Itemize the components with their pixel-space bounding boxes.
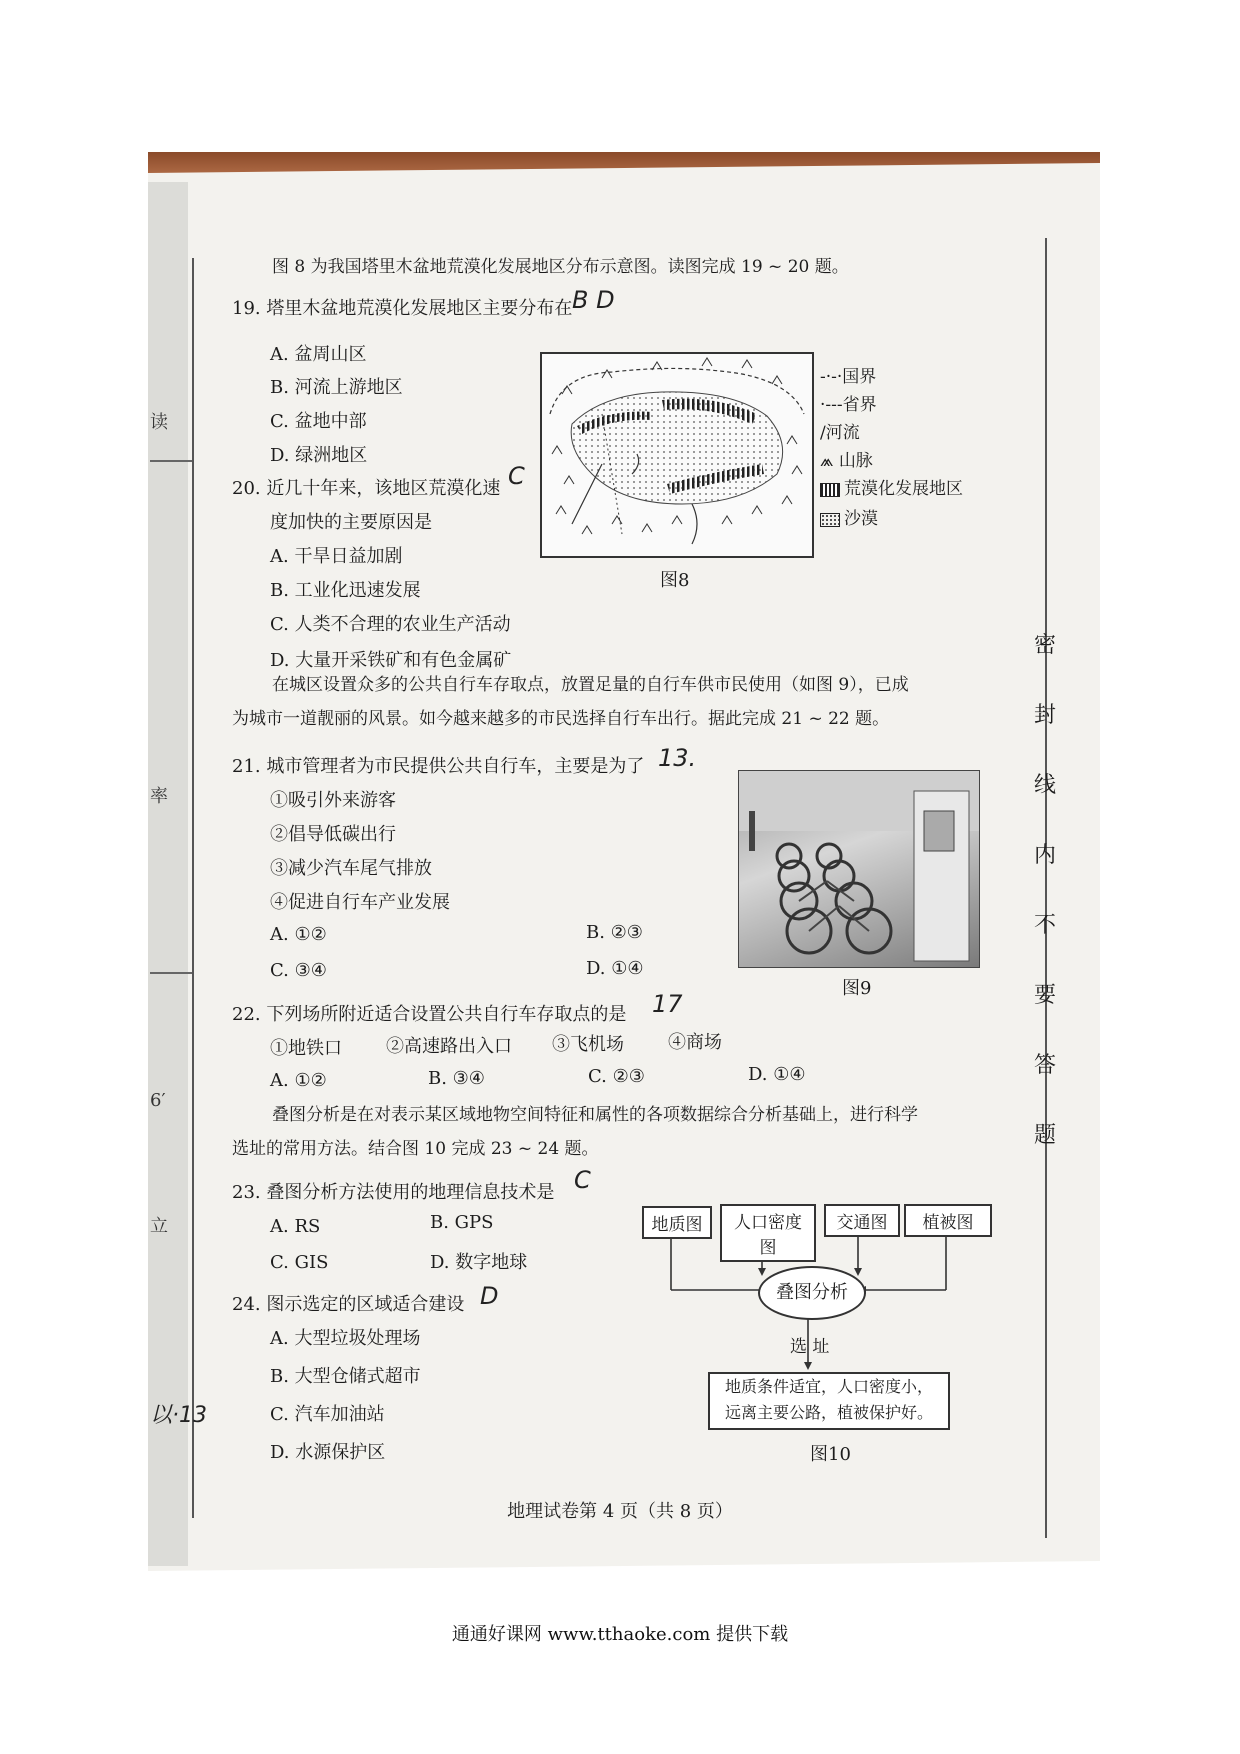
q21-item: ③减少汽车尾气排放 bbox=[270, 858, 432, 879]
q24-handwritten-answer: D bbox=[480, 1282, 499, 1310]
q24-option: A. 大型垃圾处理场 bbox=[270, 1328, 421, 1349]
flow-input-geology-map: 地质图 bbox=[642, 1206, 712, 1239]
dash-dot-icon: -·-· bbox=[820, 367, 843, 387]
seal-char: 封 bbox=[1033, 703, 1056, 728]
q19-option: D. 绿洲地区 bbox=[270, 445, 368, 466]
legend-label: 山脉 bbox=[838, 451, 873, 471]
flow-result-line1: 地质条件适宜，人口密度小， bbox=[724, 1377, 933, 1396]
margin-char: 6′ bbox=[150, 1090, 166, 1111]
mountain-icon: ⩕ bbox=[820, 451, 839, 471]
q23-option: B. GPS bbox=[430, 1212, 494, 1233]
intro-23-24-line1: 叠图分析是在对表示某区域地物空间特征和属性的各项数据综合分析基础上，进行科学 bbox=[272, 1105, 918, 1125]
seal-char: 题 bbox=[1033, 1123, 1056, 1148]
legend-mountain bbox=[820, 446, 873, 471]
figure8-map bbox=[540, 352, 814, 558]
q20-option: C. 人类不合理的农业生产活动 bbox=[270, 614, 511, 635]
dash-icon: ·--- bbox=[820, 395, 843, 415]
flow-input-traffic-map: 交通图 bbox=[824, 1204, 900, 1237]
seal-char: 密 bbox=[1033, 633, 1056, 658]
tarim-basin-map-graphic bbox=[542, 354, 812, 556]
q22-option: B. ③④ bbox=[428, 1068, 485, 1089]
q22-handwritten-answer: 17 bbox=[652, 990, 683, 1018]
legend-label: 省界 bbox=[842, 395, 877, 415]
right-seal-line bbox=[1045, 238, 1047, 1538]
legend-label: 荒漠化发展地区 bbox=[844, 479, 963, 499]
q22-stem: 22. 下列场所附近适合设置公共自行车存取点的是 bbox=[232, 1004, 627, 1025]
q23-option: D. 数字地球 bbox=[430, 1252, 528, 1273]
q20-handwritten-answer: C bbox=[508, 462, 525, 490]
q22-item: ④商场 bbox=[668, 1032, 722, 1053]
flow-result-line2: 远离主要公路，植被保护好。 bbox=[724, 1403, 933, 1422]
q24-option: C. 汽车加油站 bbox=[270, 1404, 385, 1425]
q22-option: C. ②③ bbox=[588, 1066, 645, 1087]
legend-label: 国界 bbox=[842, 367, 877, 387]
seal-char: 要 bbox=[1033, 983, 1056, 1008]
q24-option: D. 水源保护区 bbox=[270, 1442, 386, 1463]
intro-23-24-line2: 选址的常用方法。结合图 10 完成 23 ~ 24 题。 bbox=[232, 1139, 599, 1159]
margin-char: 率 bbox=[150, 786, 168, 807]
legend-label: 沙漠 bbox=[844, 509, 878, 529]
flow-input-vegetation-map: 植被图 bbox=[904, 1204, 992, 1237]
q21-item: ①吸引外来游客 bbox=[270, 790, 396, 811]
q20-option: B. 工业化迅速发展 bbox=[270, 580, 421, 601]
q22-item: ②高速路出入口 bbox=[386, 1036, 512, 1057]
legend-label: 河流 bbox=[825, 423, 860, 443]
seal-char: 不 bbox=[1033, 913, 1056, 938]
margin-char: 立 bbox=[150, 1216, 168, 1237]
left-binding-line bbox=[192, 258, 194, 1518]
q21-option: D. ①④ bbox=[586, 958, 644, 979]
margin-handwriting: 以·13 bbox=[150, 1403, 207, 1428]
hatch-box-icon bbox=[820, 483, 840, 497]
legend-desertification bbox=[820, 474, 963, 499]
q23-stem: 23. 叠图分析方法使用的地理信息技术是 bbox=[232, 1182, 555, 1203]
intro-21-22-line2: 为城市一道靓丽的风景。如今越来越多的市民选择自行车出行。据此完成 21 ~ 22 题。 bbox=[232, 709, 890, 729]
q21-item: ④促进自行车产业发展 bbox=[270, 892, 450, 913]
figure10-caption: 图10 bbox=[810, 1444, 851, 1465]
q22-option: D. ①④ bbox=[748, 1064, 806, 1085]
q20-option: A. 干旱日益加剧 bbox=[270, 546, 403, 567]
q23-option: A. RS bbox=[270, 1216, 321, 1237]
flow-result-box bbox=[708, 1372, 950, 1430]
seal-char: 线 bbox=[1033, 773, 1056, 798]
q23-option: C. GIS bbox=[270, 1252, 329, 1273]
seal-char: 答 bbox=[1033, 1053, 1056, 1078]
q21-handwritten-answer: 13. bbox=[658, 744, 697, 772]
bicycle-station-photo-graphic bbox=[739, 771, 979, 967]
figure9-caption: 图9 bbox=[842, 978, 872, 999]
intro-21-22-line1: 在城区设置众多的公共自行车存取点，放置足量的自行车供市民使用（如图 9），已成 bbox=[272, 675, 909, 695]
figure8-caption: 图8 bbox=[660, 570, 690, 591]
legend-river bbox=[820, 418, 860, 443]
margin-char: 读 bbox=[150, 412, 168, 433]
q21-option: A. ①② bbox=[270, 924, 327, 945]
flow-arrow-label: 选 址 bbox=[790, 1337, 830, 1357]
q19-option: B. 河流上游地区 bbox=[270, 377, 403, 398]
q22-item: ③飞机场 bbox=[552, 1034, 624, 1055]
q20-option: D. 大量开采铁矿和有色金属矿 bbox=[270, 650, 512, 671]
q20-stem-line1: 20. 近几十年来，该地区荒漠化速 bbox=[232, 478, 501, 499]
q23-handwritten-answer: C bbox=[574, 1166, 591, 1194]
q24-stem: 24. 图示选定的区域适合建设 bbox=[232, 1294, 465, 1315]
intro-19-20: 图 8 为我国塔里木盆地荒漠化发展地区分布示意图。读图完成 19 ~ 20 题。 bbox=[272, 257, 849, 277]
q19-option: A. 盆周山区 bbox=[270, 344, 367, 365]
q24-option: B. 大型仓储式超市 bbox=[270, 1366, 421, 1387]
seal-char: 内 bbox=[1033, 843, 1056, 868]
q22-item: ①地铁口 bbox=[270, 1038, 342, 1059]
q21-option: C. ③④ bbox=[270, 960, 327, 981]
q19-handwritten-answer: B D bbox=[572, 286, 615, 314]
q19-option: C. 盆地中部 bbox=[270, 411, 367, 432]
q21-option: B. ②③ bbox=[586, 922, 643, 943]
q22-option: A. ①② bbox=[270, 1070, 327, 1091]
legend-province-border bbox=[820, 390, 877, 415]
legend-national-border bbox=[820, 362, 876, 387]
river-icon: ∕ bbox=[820, 423, 826, 443]
flow-input-population-map: 人口密度图 bbox=[720, 1204, 816, 1262]
q19-stem: 19. 塔里木盆地荒漠化发展地区主要分布在 bbox=[232, 298, 573, 319]
figure9-photo bbox=[738, 770, 980, 968]
q21-item: ②倡导低碳出行 bbox=[270, 824, 396, 845]
page-number: 地理试卷第 4 页（共 8 页） bbox=[507, 1501, 733, 1522]
legend-desert bbox=[820, 504, 878, 529]
left-margin-box bbox=[150, 460, 194, 974]
q20-stem-line2: 度加快的主要原因是 bbox=[270, 512, 432, 533]
dotted-box-icon bbox=[820, 513, 840, 527]
download-footer: 通通好课网 www.tthaoke.com 提供下载 bbox=[451, 1624, 789, 1645]
flow-overlay-analysis: 叠图分析 bbox=[758, 1266, 866, 1320]
q21-stem: 21. 城市管理者为市民提供公共自行车，主要是为了 bbox=[232, 756, 645, 777]
